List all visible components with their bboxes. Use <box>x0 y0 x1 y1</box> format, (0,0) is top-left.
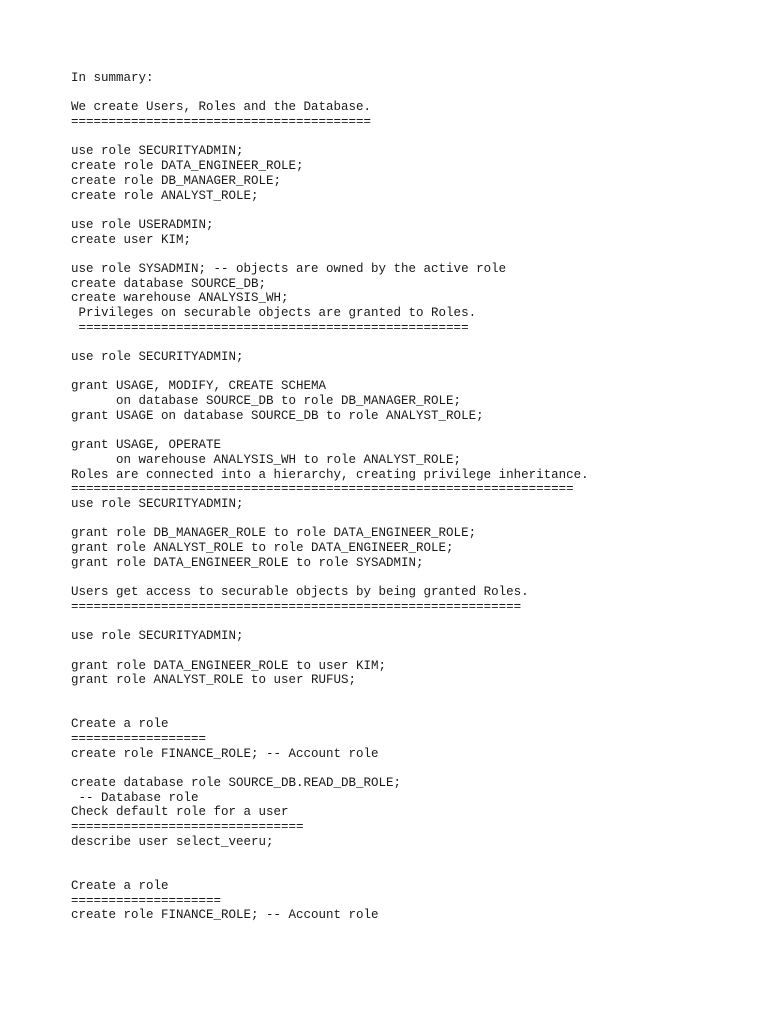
text-line: use role SECURITYADMIN; <box>71 144 244 159</box>
text-line: Privileges on securable objects are granted to Roles. <box>71 306 477 320</box>
text-line: on warehouse ANALYSIS_WH to role ANALYST_ROLE; <box>71 452 462 467</box>
text-line: create database role SOURCE_DB.READ_DB_ROLE; <box>71 776 402 790</box>
text-line: describe user select_veeru; <box>71 834 274 849</box>
text-line <box>71 644 589 659</box>
text-line: Roles are connected into a hierarchy, creating privilege inheritance. <box>71 467 589 482</box>
text-line: -- Database role <box>71 790 199 805</box>
text-line: grant USAGE, OPERATE <box>71 438 222 453</box>
text-line: grant role DATA_ENGINEER_ROLE to user KIM; <box>71 658 387 673</box>
text-line: create role DB_MANAGER_ROLE; <box>71 173 282 188</box>
text-line: on database SOURCE_DB to role DB_MANAGER_ROLE; <box>71 394 462 409</box>
text-line <box>71 688 589 703</box>
text-line: grant role DATA_ENGINEER_ROLE to role SYSADMIN; <box>71 555 424 570</box>
text-line: create warehouse ANALYSIS_WH; <box>71 291 289 306</box>
text-line: =================================================================== <box>71 482 574 497</box>
text-line: use role SECURITYADMIN; <box>71 350 244 365</box>
document-text <box>71 71 589 923</box>
text-line: create user KIM; <box>71 232 192 247</box>
text-line <box>71 703 589 718</box>
text-line: grant role ANALYST_ROLE to role DATA_ENGINEER_ROLE; <box>71 541 454 555</box>
text-line <box>71 86 589 101</box>
text-line <box>71 849 589 864</box>
text-line: create role FINANCE_ROLE; -- Account role <box>71 908 379 923</box>
text-line <box>71 335 589 350</box>
text-line <box>71 130 589 145</box>
text-line: grant role ANALYST_ROLE to user RUFUS; <box>71 673 357 688</box>
text-line <box>71 247 589 262</box>
text-line: Create a role <box>71 717 169 732</box>
text-line <box>71 761 589 776</box>
text-line: grant role DB_MANAGER_ROLE to role DATA_ENGINEER_ROLE; <box>71 526 477 541</box>
text-line <box>71 614 589 629</box>
text-line: ==================================================== <box>71 320 469 335</box>
text-line: use role SYSADMIN; -- objects are owned by the active role <box>71 261 507 276</box>
text-line: ================== <box>71 731 207 746</box>
text-line: =============================== <box>71 820 304 835</box>
text-line <box>71 424 589 439</box>
text-line: grant USAGE, MODIFY, CREATE SCHEMA <box>71 379 327 394</box>
text-line: Create a role <box>71 878 169 893</box>
text-line: In summary: <box>71 71 154 85</box>
text-line: use role USERADMIN; <box>71 217 214 232</box>
text-line: ============================================================ <box>71 599 522 614</box>
text-line: use role SECURITYADMIN; <box>71 629 244 644</box>
text-line: create role DATA_ENGINEER_ROLE; <box>71 159 304 174</box>
text-line: create role ANALYST_ROLE; <box>71 188 259 203</box>
text-line: ==================== <box>71 893 222 908</box>
text-line: Users get access to securable objects by being granted Roles. <box>71 585 529 600</box>
text-line: We create Users, Roles and the Database. <box>71 100 372 115</box>
text-line: Check default role for a user <box>71 805 289 820</box>
text-line <box>71 570 589 585</box>
text-line: grant USAGE on database SOURCE_DB to role ANALYST_ROLE; <box>71 408 484 423</box>
text-line: create database SOURCE_DB; <box>71 276 267 291</box>
text-line: create role FINANCE_ROLE; -- Account role <box>71 746 379 761</box>
text-line: ======================================== <box>71 115 372 130</box>
text-line: use role SECURITYADMIN; <box>71 496 244 511</box>
text-line <box>71 203 589 218</box>
text-line <box>71 365 589 380</box>
text-line <box>71 864 589 879</box>
text-line <box>71 512 589 527</box>
